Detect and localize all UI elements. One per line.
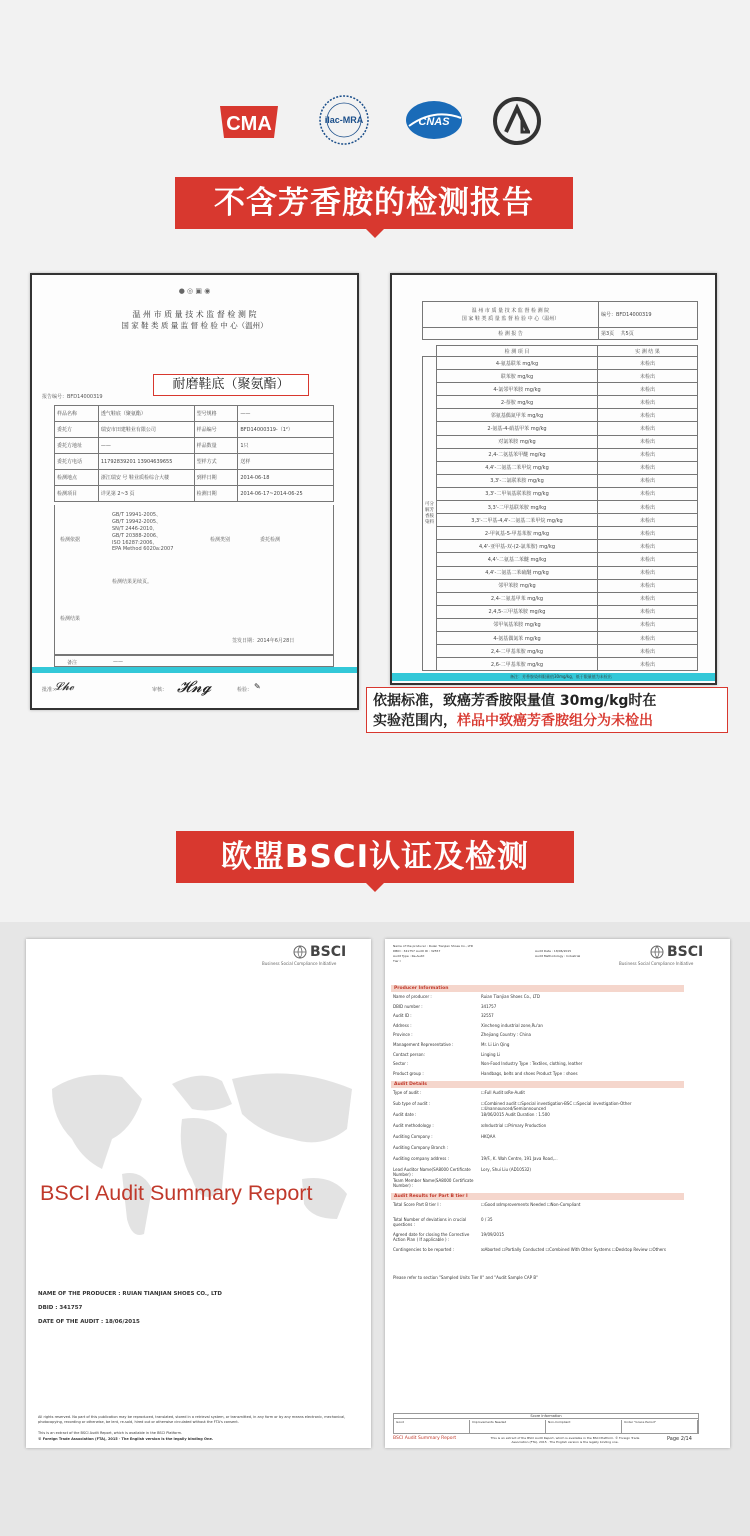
- legend-col: Good: [394, 1420, 470, 1433]
- result-item: 4,4'-二氨基二苯甲烷 mg/kg: [437, 461, 598, 474]
- group-cell: [423, 346, 437, 357]
- dbid: DBID : 341757: [38, 1305, 83, 1311]
- result-value: 未检出: [598, 592, 698, 605]
- result-box: [54, 505, 334, 655]
- report-row: [55, 406, 334, 422]
- report-cell: 2014-06-17~2014-06-25: [238, 486, 334, 502]
- result-item: 3,3'-二氯联苯胺 mg/kg: [437, 474, 598, 487]
- bsci-tagline: Business Social Compliance Initiative: [262, 961, 337, 966]
- test-report-results: [390, 273, 717, 685]
- result-value: 未检出: [598, 357, 698, 370]
- report-cell: 浙江瑞安 号 鞋业质检综合大楼: [98, 470, 194, 486]
- result-value: 未检出: [598, 409, 698, 422]
- result-item: 邻甲氧基苯胺 mg/kg: [437, 618, 598, 631]
- report-cell: 到样日期: [194, 470, 238, 486]
- row-key: Contingencies to be reported :: [393, 1247, 455, 1252]
- report-cell: 送样: [238, 454, 334, 470]
- report-cell: 详见第 2~3 页: [98, 486, 194, 502]
- org-name-2: 国 家 鞋 类 质 量 监 督 检 验 中 心（温州）: [121, 321, 268, 330]
- row-value: Zhejiang Country : China: [481, 1032, 531, 1038]
- row-key: Address :: [393, 1022, 412, 1028]
- result-value: 未检出: [598, 396, 698, 409]
- row-value: HKQAA: [481, 1134, 496, 1139]
- svg-text:CNAS: CNAS: [418, 116, 450, 128]
- results-table: [422, 345, 698, 671]
- result-item: 3,3'-二甲基-4,4'-二氨基二苯甲烷 mg/kg: [437, 514, 598, 527]
- row-value: 19/F., K. Wah Centre, 191 Java Road,...: [481, 1156, 558, 1161]
- report-cell: 样品编号: [194, 422, 238, 438]
- result-value: 未检出: [598, 579, 698, 592]
- bsci-logo-2: BSCI: [667, 944, 704, 960]
- section-results: Audit Results for Part B tier I: [391, 1193, 684, 1200]
- footnote-bar: 备注：芳香胺染料限量值30mg/kg，低于限量值为未检出: [392, 673, 715, 681]
- report-cell: 检测地点: [55, 470, 99, 486]
- results-row: [423, 645, 698, 658]
- results-row: [423, 566, 698, 579]
- row-value: 0 / 35: [481, 1217, 493, 1222]
- svg-text:ilac-MRA: ilac-MRA: [324, 115, 364, 125]
- footer-title: BSCI Audit Summary Report: [393, 1436, 457, 1441]
- result-value: 未检出: [598, 487, 698, 500]
- results-row: [423, 474, 698, 487]
- results-row: [423, 631, 698, 644]
- row-key: Auditing Company Branch :: [393, 1145, 448, 1150]
- results-header-row: [423, 346, 698, 357]
- col-result-header: 实 测 结 果: [598, 346, 698, 357]
- result-item: 2,4,5-三甲基苯胺 mg/kg: [437, 605, 598, 618]
- row-key: Name of producer :: [393, 994, 432, 999]
- row-value: ☐Good ☒Improvements Needed ☐Non-Compliant: [481, 1202, 581, 1207]
- producer-name: NAME OF THE PRODUCER : RUIAN TIANJIAN SHOES CO., LTD: [38, 1291, 222, 1297]
- report-row: [55, 454, 334, 470]
- results-row: [423, 448, 698, 461]
- basis-line: GB/T 19942-2005、: [112, 519, 162, 525]
- row-key: Audit ID :: [393, 1013, 412, 1019]
- head-line: Name of the producer : Ruian Tianjian Shoes Co., LTD: [393, 944, 474, 948]
- results-row: [423, 618, 698, 631]
- row-key: Province :: [393, 1032, 413, 1038]
- basis-line: GB/T 20388-2006、: [112, 533, 162, 539]
- report-row: [55, 422, 334, 438]
- section-producer: Producer Information: [391, 985, 684, 992]
- banner-tail-2: [366, 883, 384, 892]
- callout-line-2: 实验范围内，样品中致癌芳香胺组分为未检出: [373, 713, 653, 729]
- report-cell: 瑞安市田建鞋业有限公司: [98, 422, 194, 438]
- sign-main: 检验：: [237, 687, 253, 693]
- row-value: Mr. Li Lin Qing: [481, 1042, 510, 1047]
- result-value: 未检出: [598, 383, 698, 396]
- row-key: Lead Auditor Name(SA8000 Certificate Number) :: [393, 1167, 471, 1177]
- result-item: 3,3'-二甲氧基联苯胺 mg/kg: [437, 487, 598, 500]
- callout-sample-name: 耐磨鞋底（聚氨酯）: [153, 374, 309, 396]
- report-number: 报告编号：BFD14000319: [42, 394, 103, 400]
- cnas-icon: [403, 98, 465, 142]
- results-row: [423, 357, 698, 370]
- rights-notice: All rights reserved. No part of this publication may be reproduced, translated, stored in a retrieval system, or transmitted, in any form or by any means electronic, mechanical, photocopying, recording or otherwise, be lent, re-sold, hired out or otherwise circulated without the FTA's consent.: [38, 1415, 346, 1424]
- result-value: 未检出: [598, 618, 698, 631]
- report-cell: 型样方式: [194, 454, 238, 470]
- col-item-header: 检 测 项 目: [437, 346, 598, 357]
- row-value: Ruian Tianjian Shoes Co., LTD: [481, 994, 540, 999]
- results-row: [423, 487, 698, 500]
- result-value: 未检出: [598, 461, 698, 474]
- head-line: Tier I: [393, 959, 401, 963]
- result-value: 未检出: [598, 501, 698, 514]
- head-line: DBID : 341757 Audit ID : 32557: [393, 949, 441, 953]
- test-report-cover: [30, 273, 359, 710]
- certification-logos: [0, 98, 750, 148]
- result-label: 检测结果: [60, 616, 81, 622]
- report-cell: 委托方: [55, 422, 99, 438]
- remark-row: 备注 ——: [54, 655, 334, 667]
- results-row: [423, 540, 698, 553]
- legend-col: Under "Grace Period": [622, 1420, 698, 1433]
- basis-line: SN/T 2446-2010、: [112, 526, 158, 532]
- report-header-table: 温 州 市 质 量 技 术 监 督 检 测 院 国 家 鞋 类 质 量 监 督 检 验 中 心（温州） 编号：BFD14000319 检 测 报 告 第3页 共5页: [422, 301, 698, 340]
- row-key: Contact person:: [393, 1051, 425, 1057]
- row-key: Auditing company address :: [393, 1156, 449, 1161]
- result-value: 检测结果见续页。: [112, 579, 153, 585]
- callout-line-1: 依据标准，致癌芳香胺限量值 30mg/kg时在: [373, 693, 657, 709]
- row-value: Xincheng industrial zone,Ru'an: [481, 1022, 543, 1028]
- result-item: 2-甲氧基-5-甲基苯胺 mg/kg: [437, 527, 598, 540]
- result-value: 未检出: [598, 658, 698, 671]
- page-number: Page 2/14: [667, 1436, 692, 1442]
- result-item: 4-氨基联苯 mg/kg: [437, 357, 598, 370]
- result-value: 未检出: [598, 566, 698, 579]
- bsci-logo: BSCI: [310, 944, 347, 960]
- cma-icon: [214, 102, 284, 142]
- result-item: 3,3'-二甲基联苯胺 mg/kg: [437, 501, 598, 514]
- signature-main: ✎: [254, 682, 261, 691]
- result-item: 对氯苯胺 mg/kg: [437, 435, 598, 448]
- result-item: 联苯胺 mg/kg: [437, 370, 598, 383]
- results-row: [423, 383, 698, 396]
- result-value: 未检出: [598, 514, 698, 527]
- row-value: 18/06/2015 Audit Duration : 1.500: [481, 1112, 550, 1117]
- copyright: © Foreign Trade Association (FTA), 2015 · The English version is the legally binding One.: [38, 1437, 214, 1441]
- bsci-detail-page: [385, 939, 730, 1448]
- basis-label: 检测依据: [60, 537, 81, 543]
- results-row: [423, 527, 698, 540]
- row-value: Linging Li: [481, 1051, 501, 1057]
- bsci-globe-icon-2: [650, 945, 668, 959]
- seal-date: 签发日期：2014年6月28日: [232, 638, 295, 644]
- ilac-mra-icon: [316, 94, 372, 146]
- result-value: 未检出: [598, 370, 698, 383]
- result-value: 未检出: [598, 645, 698, 658]
- score-legend: Score Information Good Improvements Needed Non-Compliant Under "Grace Period": [393, 1413, 699, 1434]
- result-item: 2,4-二甲基苯胺 mg/kg: [437, 645, 598, 658]
- category-value: 委托检测: [260, 537, 281, 543]
- report-info-table: [54, 405, 334, 502]
- head-line: Audit Type : Re-Audit: [393, 954, 425, 958]
- row-key: Audit date :: [393, 1112, 417, 1117]
- row-value: ☐Full Audit ☒Re-Audit: [481, 1090, 525, 1095]
- row-key: DBID number :: [393, 1003, 423, 1009]
- category-label: 检测类别: [210, 537, 231, 543]
- bsci-cover-page: [26, 939, 371, 1448]
- legend-col: Non-Compliant: [546, 1420, 622, 1433]
- result-item: 邻氨基偶氮甲苯 mg/kg: [437, 409, 598, 422]
- row-key: Team Member Name(SA8000 Certificate Number) :: [393, 1178, 474, 1188]
- report-cell: 委托方电话: [55, 454, 99, 470]
- section-title-banner: 不含芳香胺的检测报告: [175, 177, 573, 229]
- result-value: 未检出: [598, 435, 698, 448]
- row-key: Total Number of deviations in crucial questions :: [393, 1217, 467, 1227]
- sign-approve: 批准：: [42, 687, 58, 693]
- report-cell: 检测项目: [55, 486, 99, 502]
- report-cell: 透气鞋底（聚氨酯）: [98, 406, 194, 422]
- result-value: 未检出: [598, 605, 698, 618]
- row-value: ☒Industrial ☐Primary Production: [481, 1123, 547, 1128]
- signature-approve: 𝓛𝓱𝓮: [54, 680, 74, 693]
- section-title-banner-2: 欧盟BSCI认证及检测: [176, 831, 574, 883]
- svg-text:CMA: CMA: [226, 113, 272, 135]
- basis-line: EPA Method 6020a:2007: [112, 546, 174, 552]
- head-right-line: Audit Date : 18/06/2015: [535, 949, 572, 953]
- row-value: 341757: [481, 1003, 497, 1009]
- group-label: 可分解芳香胺染料: [423, 357, 437, 671]
- results-row: [423, 370, 698, 383]
- bsci-tagline-2: Business Social Compliance Initiative: [619, 961, 694, 966]
- row-key: Management Representative :: [393, 1042, 454, 1047]
- org-name: 温 州 市 质 量 技 术 监 督 检 测 院: [132, 310, 257, 319]
- report-cell: 检测日期: [194, 486, 238, 502]
- legend-col: Improvements Needed: [470, 1420, 546, 1433]
- row-value: 19/09/2015: [481, 1232, 505, 1237]
- report-cell: BFD14000319-（1²）: [238, 422, 334, 438]
- result-value: 未检出: [598, 474, 698, 487]
- result-value: 未检出: [598, 448, 698, 461]
- report-cell: ——: [238, 406, 334, 422]
- row-value: ☒Aborted ☐Partially Conducted ☐Combined With Other Systems ☐Desktop Review ☐Others: [481, 1247, 666, 1252]
- results-row: [423, 409, 698, 422]
- results-row: [423, 422, 698, 435]
- extract-note: This is an extract of the BSCI Audit Report, which is available in the BSCI Platform.: [38, 1431, 183, 1435]
- results-row: [423, 396, 698, 409]
- signature-review: 𝓗𝓷𝓰: [177, 677, 212, 696]
- sign-review: 审核：: [152, 687, 168, 693]
- row-value: Non-Food Industry Type : Textiles, clothing, leather: [481, 1061, 583, 1067]
- report-cell: 委托方地址: [55, 438, 99, 454]
- result-value: 未检出: [598, 631, 698, 644]
- results-row: [423, 501, 698, 514]
- report-cell: 1只: [238, 438, 334, 454]
- bsci-globe-icon: [293, 945, 311, 959]
- row-key: Product group :: [393, 1070, 424, 1076]
- row-key: Auditing Company :: [393, 1134, 433, 1139]
- results-row: [423, 435, 698, 448]
- result-item: 2,6-二甲基苯胺 mg/kg: [437, 658, 598, 671]
- row-value: ☐Combined audit ☐Special investigation-BSC ☐Special investigation-Other ☐Unannounced/Semiannounced: [481, 1101, 632, 1111]
- footer-note: This is an extract of the BSCI Audit Report, which is available in the BSCI Platform. © Foreign Trade Association (FTA), 2015 · The English version is the legally binding one.: [490, 1436, 640, 1444]
- refer-note: Please refer to section "Sampled Units Tier II" and "Audit Sample CAP B": [393, 1275, 538, 1280]
- result-value: 未检出: [598, 540, 698, 553]
- world-map-icon: [32, 1059, 365, 1249]
- head-right-line: Audit Methodology : Industrial: [535, 954, 581, 958]
- basis-line: ISO 16287:2006、: [112, 540, 158, 546]
- row-key: Sector :: [393, 1061, 409, 1067]
- report-row: [55, 470, 334, 486]
- report-title: BSCI Audit Summary Report: [40, 1181, 313, 1205]
- result-item: 邻甲苯胺 mg/kg: [437, 579, 598, 592]
- report-cell: ——: [98, 438, 194, 454]
- report-cell: 2014-06-18: [238, 470, 334, 486]
- result-value: 未检出: [598, 422, 698, 435]
- report-cell: 型号规格: [194, 406, 238, 422]
- results-row: [423, 553, 698, 566]
- result-item: 4-氯邻甲苯胺 mg/kg: [437, 383, 598, 396]
- results-row: [423, 592, 698, 605]
- results-row: [423, 658, 698, 671]
- row-key: Total Score Part B tier I :: [393, 1202, 442, 1207]
- report-row: [55, 438, 334, 454]
- results-row: [423, 605, 698, 618]
- row-value: 32557: [481, 1013, 494, 1019]
- row-key: Agreed date for closing the Corrective Action Plan ( If applicable ) :: [393, 1232, 470, 1242]
- result-item: 4,4'-亚甲基-双-(2-氯苯胺) mg/kg: [437, 540, 598, 553]
- result-value: 未检出: [598, 553, 698, 566]
- report-cell: 样品数量: [194, 438, 238, 454]
- audit-date: DATE OF THE AUDIT : 18/06/2015: [38, 1319, 140, 1325]
- row-key: Sub type of audit :: [393, 1101, 431, 1106]
- row-key: Audit methodology :: [393, 1123, 434, 1128]
- section-audit: Audit Details: [391, 1081, 684, 1088]
- results-row: [423, 461, 698, 474]
- result-item: 2-萘胺 mg/kg: [437, 396, 598, 409]
- row-key: Type of audit :: [393, 1090, 422, 1095]
- result-item: 2,4-二氨基甲苯 mg/kg: [437, 592, 598, 605]
- report-seal-row: ● ◎ ▣ ◉: [178, 287, 211, 295]
- report-cell: 11792839201 13904639655: [98, 454, 194, 470]
- banner-tail: [366, 229, 384, 238]
- report-row: [55, 486, 334, 502]
- row-value: Handbags, belts and shoes Product Type : shoes: [481, 1070, 578, 1076]
- cal-icon: [492, 96, 542, 146]
- result-item: 2,4-二氨基苯甲醚 mg/kg: [437, 448, 598, 461]
- results-row: [423, 514, 698, 527]
- row-value: Lory, Shui Liu (AD10532): [481, 1167, 531, 1172]
- results-row: [423, 579, 698, 592]
- result-value: 未检出: [598, 527, 698, 540]
- callout-conclusion: [366, 687, 728, 733]
- result-item: 4-氨基偶氮苯 mg/kg: [437, 631, 598, 644]
- scanner-line: [32, 667, 357, 673]
- basis-line: GB/T 19941-2005、: [112, 512, 162, 518]
- report-cell: 样品名称: [55, 406, 99, 422]
- result-item: 4,4'-二氨基二苯醚 mg/kg: [437, 553, 598, 566]
- result-item: 2-氨基-4-硝基甲苯 mg/kg: [437, 422, 598, 435]
- result-item: 4,4'-二氨基二苯硫醚 mg/kg: [437, 566, 598, 579]
